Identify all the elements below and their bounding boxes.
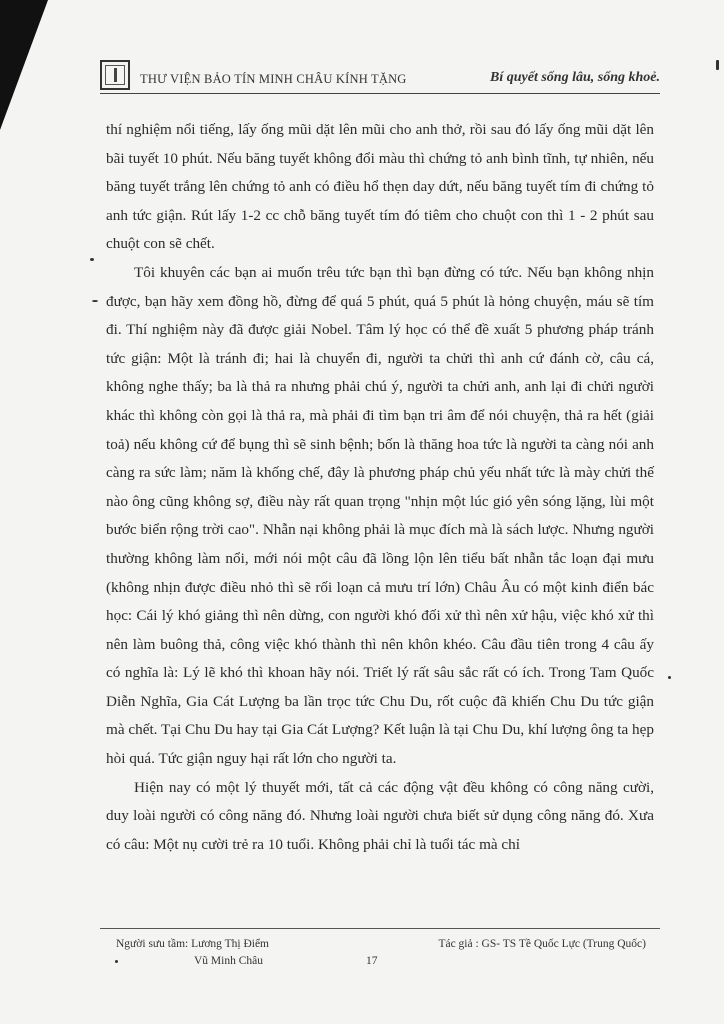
- header-divider: [100, 93, 660, 94]
- page-body: [106, 116, 654, 859]
- paragraph-3: Hiện nay có một lý thuyết mới, tất cả các động vật đều không có công năng cười, duy loài người có công năng đó. Nhưng loài người chưa biết sử dụng công năng đó. Xưa có câu: Một nụ cười trẻ ra 10 tuổi. Không phải chỉ là tuổi tác mà chỉ: [106, 778, 654, 853]
- page-footer: [106, 938, 654, 978]
- scan-speck: [90, 258, 94, 261]
- header-library-title: THƯ VIỆN BẢO TÍN MINH CHÂU KÍNH TẶNG: [140, 72, 407, 86]
- footer-author: Tác giả : GS- TS Tề Quốc Lực (Trung Quốc): [438, 938, 646, 950]
- page-header: [100, 60, 660, 94]
- header-book-title: Bí quyết sống lâu, sống khoẻ.: [490, 70, 660, 85]
- paragraph-2: Tôi khuyên các bạn ai muốn trêu tức bạn thì bạn đừng có tức. Nếu bạn không nhịn được, bạn hãy xem đồng hồ, đừng để quá 5 phút, quá 5 phút là hỏng chuyện, máu sẽ tím đi. Thí nghiệm này đã được giải Nobel. Tâm lý học có thể đề xuất 5 phương pháp tránh tức giận: Một là tránh đi; hai là chuyển đi, người ta chửi thì anh cứ đánh cờ, câu cá, không nghe thấy; ba là thả ra nhưng phải chú ý, người ta chửi anh, anh lại đi chửi người khác thì không còn gọi là thả ra, mà phải đi tìm bạn tri âm để nói chuyện, thả ra hết (giải toả) nếu không cứ để bụng thì sẽ sinh bệnh; bốn là thăng hoa tức là người ta càng nói anh càng ra sức làm; năm là khống chế, đây là phương pháp chủ yếu nhất tức là mày chửi thế nào ông cũng không sợ, điều này rất quan trọng "nhịn một lúc gió yên sóng lặng, lùi một bước biển rộng trời cao". Nhẫn nại không phải là mục đích mà là sách lược. Nhưng người thường không làm nổi, mới nói một câu đã lồng lộn lên tiểu bất nhẫn tắc loạn đại mưu (không nhịn được điều nhỏ thì sẽ rối loạn cả mưu trí lớn) Châu Âu có một kinh điển bác học: Cái lý khó giảng thì nên dừng, con người khó đối xử thì nên xử hậu, việc khó xử thì nên làm buông thả, công việc khó thành thì nên khôn khéo. Câu đầu tiên trong 4 câu ấy có nghĩa là: Lý lẽ khó thì khoan hãy nói. Triết lý rất sâu sắc rất có ích. Trong Tam Quốc Diễn Nghĩa, Gia Cát Lượng ba lần trọc tức Chu Du, rốt cuộc đã khiến Chu Du tức giận mà chết. Tại Chu Du hay tại Gia Cát Lượng? Kết luận là tại Chu Du, khí lượng ông ta hẹp hòi quá. Tức giận nguy hại rất lớn cho người ta.: [106, 263, 654, 768]
- scan-speck: [716, 60, 719, 70]
- footer-collector-second: Vũ Minh Châu: [194, 955, 263, 967]
- scan-speck: [115, 960, 118, 963]
- scan-corner-shadow: [0, 0, 20, 30]
- scan-speck: [668, 676, 671, 679]
- paragraph-1: thí nghiệm nổi tiếng, lấy ống mũi dặt lên mũi cho anh thở, rồi sau đó lấy ống mũi dặt lên bãi tuyết 10 phút. Nếu băng tuyết không đổi màu thì chứng tỏ anh bình tĩnh, tự nhiên, nếu băng tuyết trắng lên chứng tỏ anh có điều hổ thẹn day dứt, nếu băng tuyết tím đi chứng tỏ anh tức giận. Rút lấy 1-2 cc chỗ băng tuyết tím đó tiêm cho chuột con thì 1 - 2 phút sau chuột con sẽ chết.: [106, 121, 654, 253]
- library-logo-icon: [100, 60, 130, 90]
- footer-divider: [100, 928, 660, 929]
- page-number: 17: [366, 955, 378, 967]
- footer-collector: Người sưu tầm: Lương Thị Điểm: [116, 938, 269, 950]
- scan-speck: [92, 300, 98, 302]
